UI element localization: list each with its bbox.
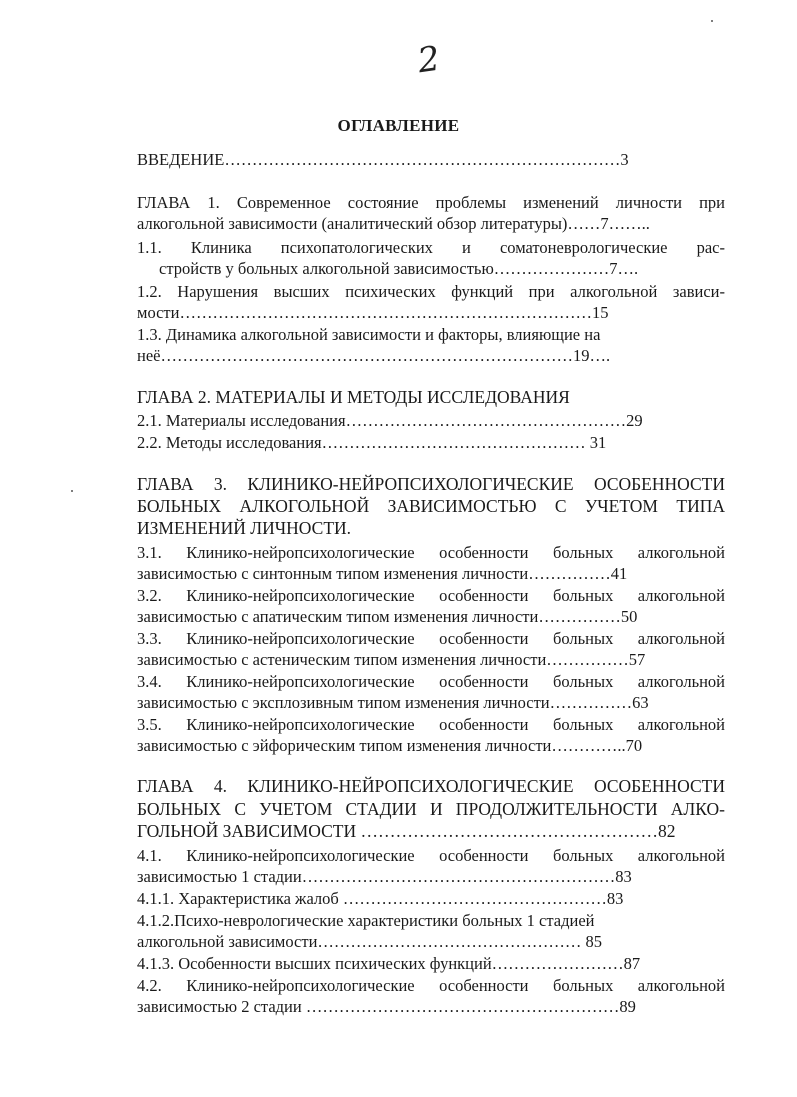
toc-entry-4-1-1: 4.1.1. Характеристика жалоб …………………………………………83 [137, 889, 624, 908]
toc-title: ОГЛАВЛЕНИЕ [337, 116, 460, 135]
toc-entry-1-3: 1.3. Динамика алкогольной зависимости и факторы, влияющие на [137, 325, 601, 344]
toc-entry-4-1-2: 4.1.2.Психо-неврологические характеристики больных 1 стадией [137, 911, 595, 930]
toc-entry-3-4: 3.4. Клинико-нейропсихологические особенности больных алкогольной [137, 672, 725, 691]
toc-entry-1-2: 1.2. Нарушения высших психических функций при алкогольной зависи- [137, 282, 725, 301]
toc-entry-4-1-3: 4.1.3. Особенности высших психических функций……………………87 [137, 954, 641, 973]
toc-entry-3-4-cont: зависимостью с эксплозивным типом изменения личности……………63 [137, 693, 649, 712]
toc-entry-4-2: 4.2. Клинико-нейропсихологические особенности больных алкогольной [137, 976, 725, 995]
toc-entry-3-3-cont: зависимостью с астеническим типом изменения личности……………57 [137, 650, 646, 669]
toc-entry-4-2-cont: зависимостью 2 стадии …………………………………………………89 [137, 997, 636, 1016]
toc-entry-3-3: 3.3. Клинико-нейропсихологические особенности больных алкогольной [137, 629, 725, 648]
toc-entry-4-1-cont: зависимостью 1 стадии…………………………………………………83 [137, 867, 632, 886]
toc-entry-2-1: 2.1. Материалы исследования……………………………………………29 [137, 411, 643, 430]
toc-chapter-3-cont-2: ИЗМЕНЕНИЙ ЛИЧНОСТИ. [137, 518, 352, 538]
toc-chapter-3: ГЛАВА 3. КЛИНИКО-НЕЙРОПСИХОЛОГИЧЕСКИЕ ОСОБЕННОСТИ [137, 474, 725, 494]
toc-entry-3-1-cont: зависимостью с синтонным типом изменения личности……………41 [137, 564, 628, 583]
toc-entry-3-5-cont: зависимостью с эйфорическим типом изменения личности…………..70 [137, 736, 643, 755]
toc-entry-2-2: 2.2. Методы исследования………………………………………… 31 [137, 433, 607, 452]
toc-entry-3-2: 3.2. Клинико-нейропсихологические особенности больных алкогольной [137, 586, 725, 605]
toc-entry-1-1: 1.1. Клиника психопатологических и соматоневрологические рас- [137, 238, 725, 257]
toc-entry-4-1-2-cont: алкогольной зависимости………………………………………… 85 [137, 932, 603, 951]
toc-entry-3-2-cont: зависимостью с апатическим типом изменения личности……………50 [137, 607, 638, 626]
toc-entry-1-1-cont: стройств у больных алкогольной зависимостью…………………7…. [159, 259, 639, 278]
toc-chapter-4-cont: БОЛЬНЫХ С УЧЕТОМ СТАДИИ И ПРОДОЛЖИТЕЛЬНОСТИ АЛКО- [137, 799, 725, 819]
toc-entry-introduction: ВВЕДЕНИЕ………………………………………………………………3 [137, 150, 629, 169]
toc-chapter-4: ГЛАВА 4. КЛИНИКО-НЕЙРОПСИХОЛОГИЧЕСКИЕ ОСОБЕННОСТИ [137, 776, 725, 796]
scan-speck [71, 490, 73, 492]
toc-chapter-1: ГЛАВА 1. Современное состояние проблемы изменений личности при [137, 193, 725, 212]
scan-speck [711, 20, 713, 22]
toc-entry-3-5: 3.5. Клинико-нейропсихологические особенности больных алкогольной [137, 715, 725, 734]
toc-entry-4-1: 4.1. Клинико-нейропсихологические особенности больных алкогольной [137, 846, 725, 865]
handwritten-page-number: 2 [415, 38, 443, 82]
toc-chapter-4-cont-2: ГОЛЬНОЙ ЗАВИСИМОСТИ ……………………………………………82 [137, 821, 676, 841]
toc-entry-1-3-cont: неё…………………………………………………………………19…. [137, 346, 611, 365]
toc-chapter-3-cont: БОЛЬНЫХ АЛКОГОЛЬНОЙ ЗАВИСИМОСТЬЮ С УЧЕТОМ ТИПА [137, 496, 725, 516]
toc-entry-1-2-cont: мости…………………………………………………………………15 [137, 303, 609, 322]
toc-chapter-1-cont: алкогольной зависимости (аналитический обзор литературы)……7…….. [137, 214, 650, 233]
toc-entry-3-1: 3.1. Клинико-нейропсихологические особенности больных алкогольной [137, 543, 725, 562]
toc-chapter-2: ГЛАВА 2. МАТЕРИАЛЫ И МЕТОДЫ ИССЛЕДОВАНИЯ [137, 387, 570, 407]
